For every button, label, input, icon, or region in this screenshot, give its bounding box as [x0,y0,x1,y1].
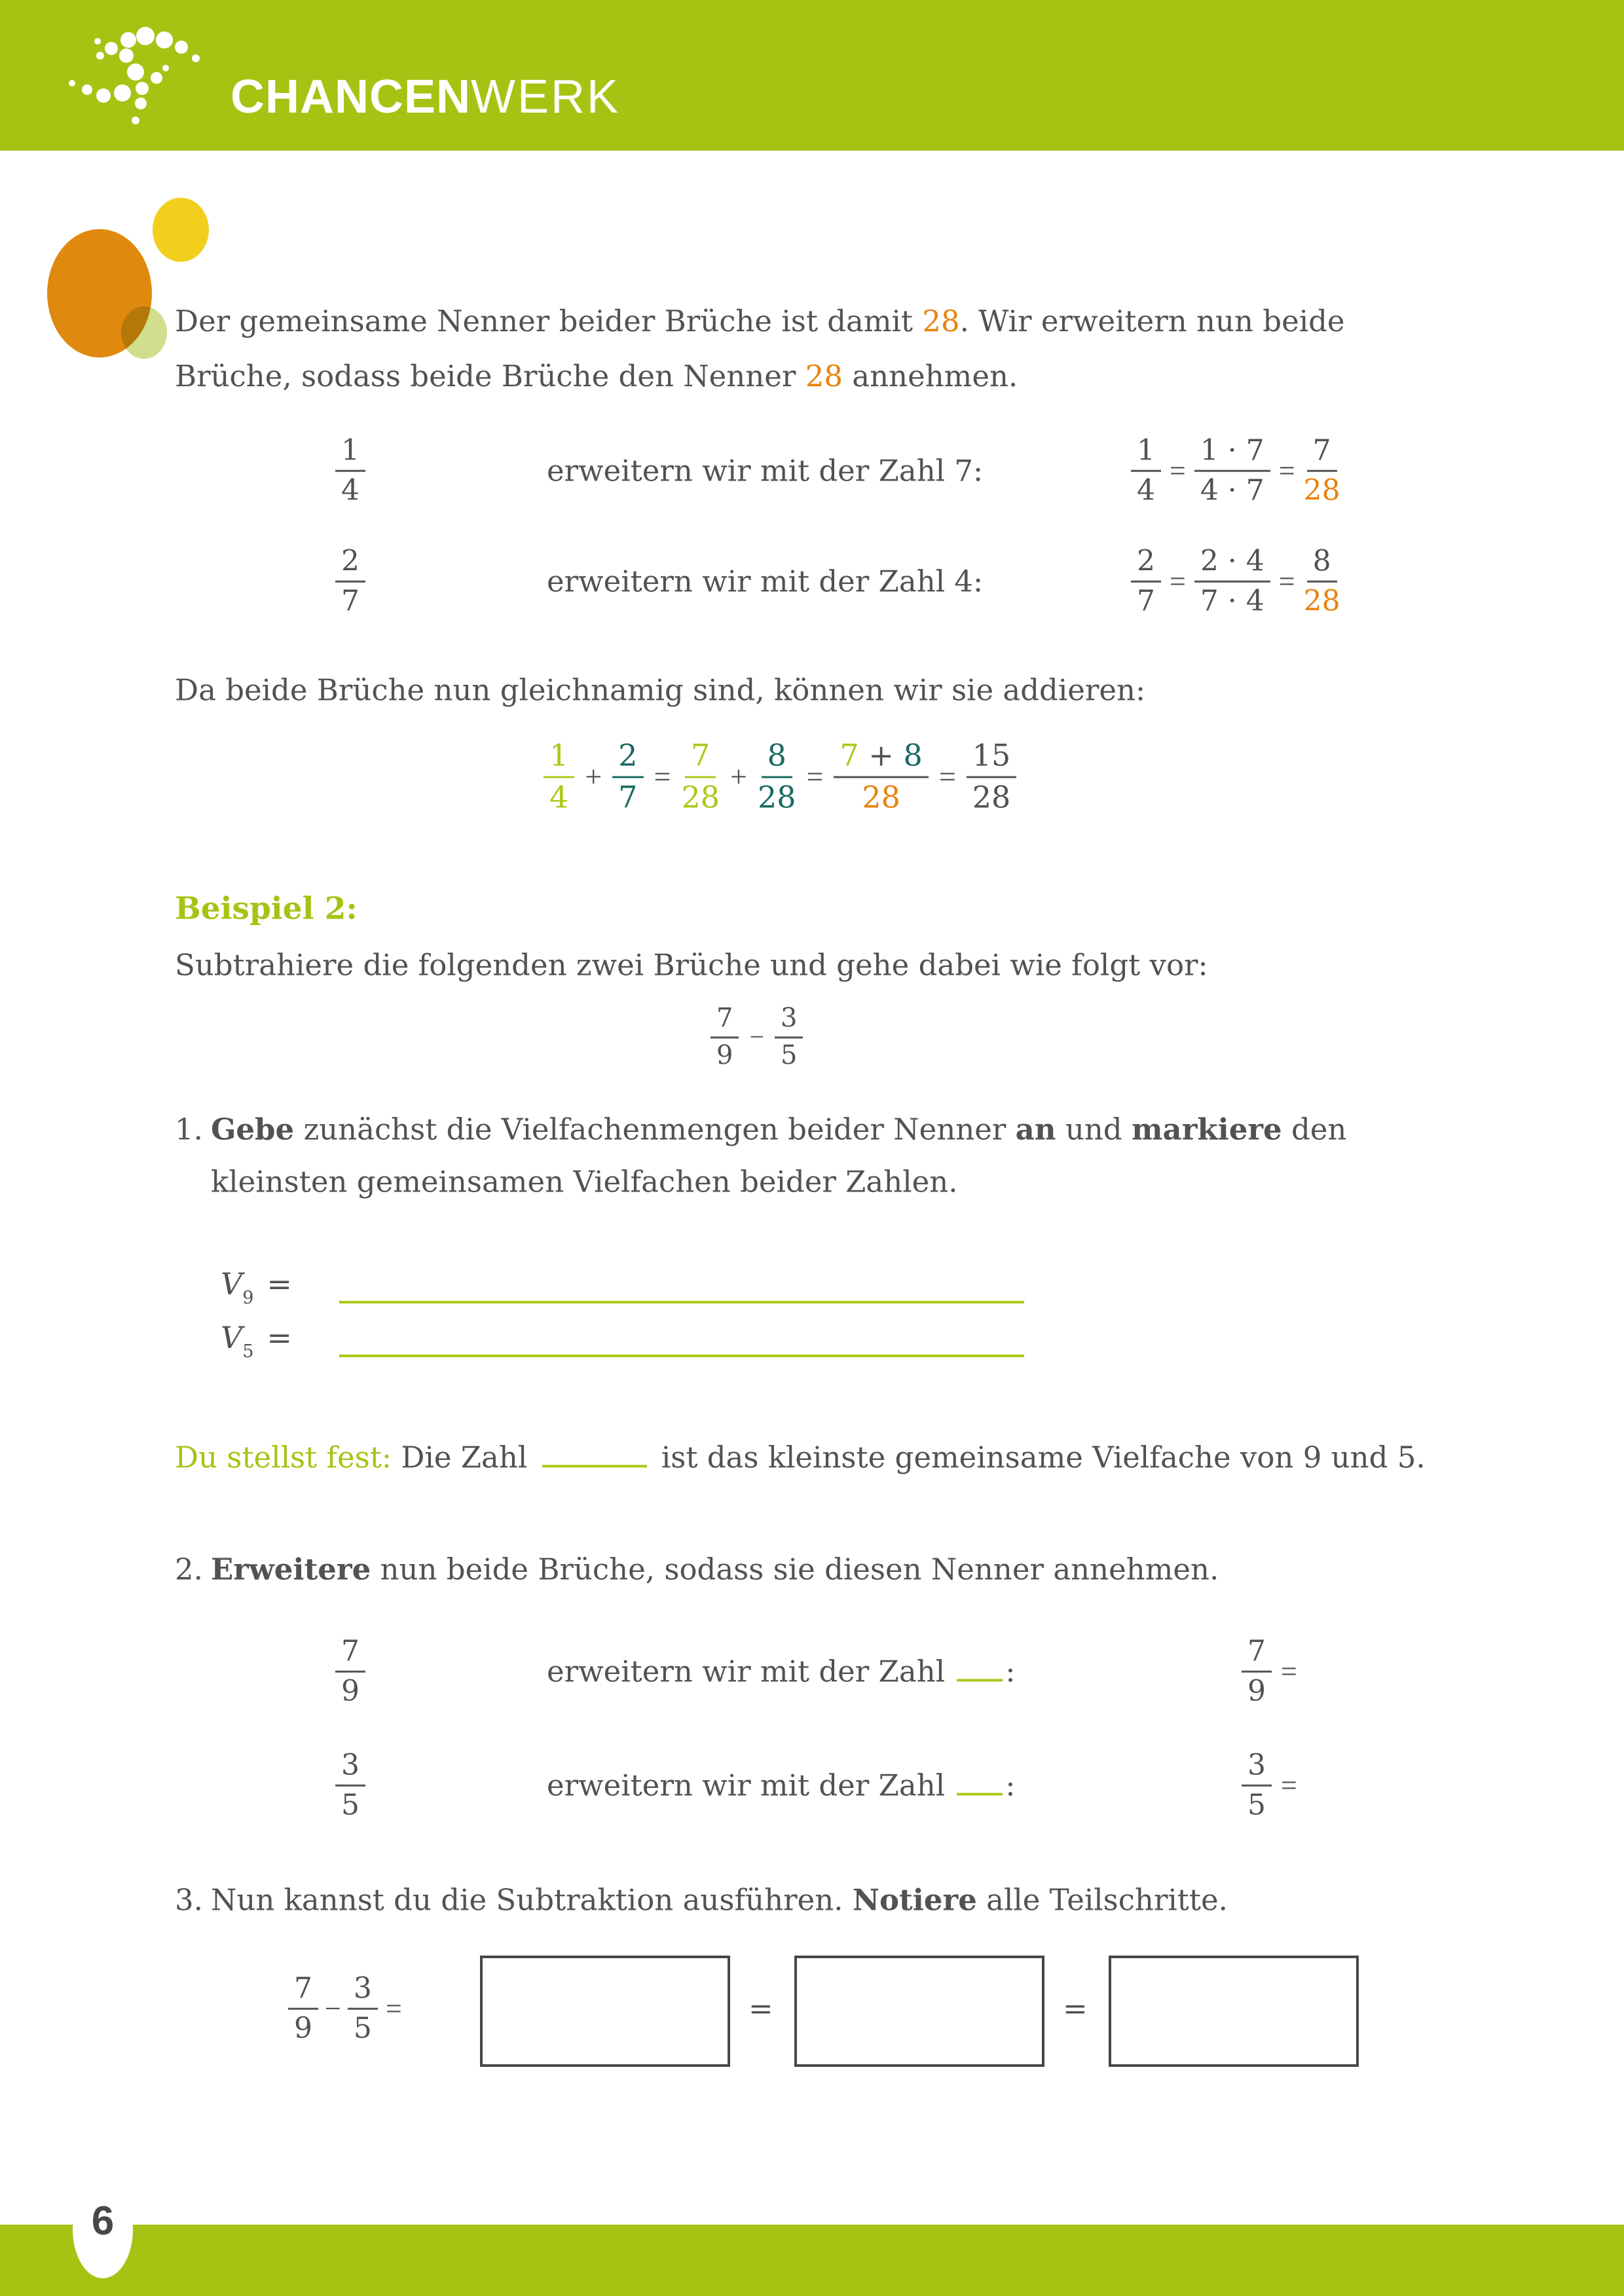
fraction: $\frac{7}{9}$ [1242,1635,1272,1708]
intro-text: Brüche, sodass beide Brüche den Nenner [175,359,805,393]
equals-sign: = [654,759,671,793]
pale-green-circle-decoration [121,306,167,359]
intro-text: . Wir erweitern nun beide [959,304,1345,338]
expand-rowB-label: erweitern wir mit der Zahl : [547,1768,1016,1803]
rowA-number-blank[interactable] [957,1655,1003,1682]
fraction-two-sevenths: $\frac{2}{7}$ [335,545,365,618]
equals-between-2: = [1063,1991,1088,2026]
intro-line-2 [175,359,1018,393]
answer-box-1[interactable] [480,1956,730,2067]
fraction-result: $\frac{7}{28}$ [1303,433,1340,507]
fraction: $\frac{2}{7}$ [1131,545,1161,618]
denominator-28-highlight: 28 [805,359,843,393]
fraction-product: $\frac{1 \cdot 7}{4 \cdot 7}$ [1194,435,1270,507]
expand-row2-label: erweitern wir mit der Zahl 4: [547,564,984,599]
fraction-result: $\frac{8}{28}$ [1303,544,1340,618]
fraction-product: $\frac{2 \cdot 4}{7 \cdot 4}$ [1194,545,1270,618]
equals-sign: = [1170,565,1186,598]
v5-answer-line[interactable] [339,1355,1024,1357]
step2-line: Erweitere nun beide Brüche, sodass sie diesen Nenner annehmen. [211,1552,1219,1587]
equals-sign: = [806,759,824,793]
equals-sign: = [938,759,956,793]
step3-number: 3. [175,1882,203,1918]
rowA-rhs [1242,1635,1297,1708]
fraction-one-fourth: $\frac{1}{4}$ [335,435,365,507]
finding-blank[interactable] [542,1441,647,1468]
brand-light: WERK [471,71,620,123]
yellow-circle-decoration [153,198,209,262]
answer-box-2[interactable] [794,1956,1044,2067]
expand-rowA-label: erweitern wir mit der Zahl : [547,1654,1016,1689]
minus-sign: − [325,1992,341,2025]
equals-between-1: = [748,1991,773,2026]
expand-row1-equation [1131,435,1340,507]
expand-row1-label: erweitern wir mit der Zahl 7: [547,453,984,488]
fraction-mixed-sum: $\frac{7 + 8}{28}$ [834,738,928,814]
step1-line2: kleinsten gemeinsamen Vielfachen beider Zahlen. [211,1164,958,1199]
chancenwerk-logo-icon [62,10,213,141]
fraction-three-fifths: $\frac{3}{5}$ [335,1749,365,1822]
equals-sign: = [1170,454,1186,487]
step3-line: Nun kannst du die Subtraktion ausführen. Notiere alle Teilschritte. [211,1882,1228,1918]
fraction: $\frac{3}{5}$ [1242,1749,1272,1822]
fraction: $\frac{1}{4}$ [1131,435,1161,507]
intro-text: Der gemeinsame Nenner beider Brüche ist damit [175,304,923,338]
fraction: $\frac{7}{9}$ [288,1973,318,2045]
step2-number: 2. [175,1552,203,1587]
fraction-seven-ninths: $\frac{7}{9}$ [335,1635,365,1708]
beispiel2-expression [710,1004,803,1070]
fraction: $\frac{3}{5}$ [775,1004,803,1070]
brand-wordmark [231,71,620,123]
fraction-result: $\frac{15}{28}$ [967,738,1017,814]
finding-lead: Du stellst fest: [175,1440,392,1475]
fraction: $\frac{3}{5}$ [348,1973,378,2045]
plus-sign: + [730,759,747,793]
v9-label: $V_9$ = [221,1266,292,1309]
equals-sign: = [1278,565,1295,598]
minus-sign: − [749,1022,765,1052]
subtraction-lhs [288,1973,402,2045]
denominator-28-highlight: 28 [922,304,960,338]
page-number: 6 [91,2198,115,2244]
fraction: $\frac{7}{9}$ [710,1004,739,1070]
plus-sign: + [585,759,602,793]
equals-sign: = [1281,1769,1297,1802]
step1-line1: Gebe zunächst die Vielfachenmengen beider Nenner an und markiere den [211,1112,1347,1147]
equals-sign: = [1278,454,1295,487]
intro-text: annehmen. [842,359,1018,393]
equals-sign: = [385,1992,402,2025]
beispiel2-heading: Beispiel 2: [175,890,358,927]
addition-equation [544,738,1016,814]
footer-green-band [0,2225,1624,2296]
finding-line: Du stellst fest: Die Zahl ist das kleinste gemeinsame Vielfache von 9 und 5. [175,1440,1426,1475]
fraction-teal: $\frac{8}{28}$ [757,737,796,814]
expand-row2-equation [1131,545,1340,618]
v5-label: $V_5$ = [221,1319,292,1362]
header-bar [0,0,1624,151]
brand-bold: CHANCEN [231,71,471,123]
intro-line-1 [175,304,1345,338]
v9-answer-line[interactable] [339,1301,1024,1303]
rowB-number-blank[interactable] [957,1769,1003,1796]
addition-intro-line: Da beide Brüche nun gleichnamig sind, können wir sie addieren: [175,672,1146,708]
rowB-rhs [1242,1749,1297,1822]
fraction-teal: $\frac{2}{7}$ [612,738,643,814]
equals-sign: = [1281,1655,1297,1688]
step1-number: 1. [175,1112,203,1147]
fraction-green: $\frac{7}{28}$ [681,737,720,814]
beispiel2-intro: Subtrahiere die folgenden zwei Brüche und gehe dabei wie folgt vor: [175,947,1208,983]
fraction-green: $\frac{1}{4}$ [544,738,574,814]
answer-box-3[interactable] [1109,1956,1359,2067]
